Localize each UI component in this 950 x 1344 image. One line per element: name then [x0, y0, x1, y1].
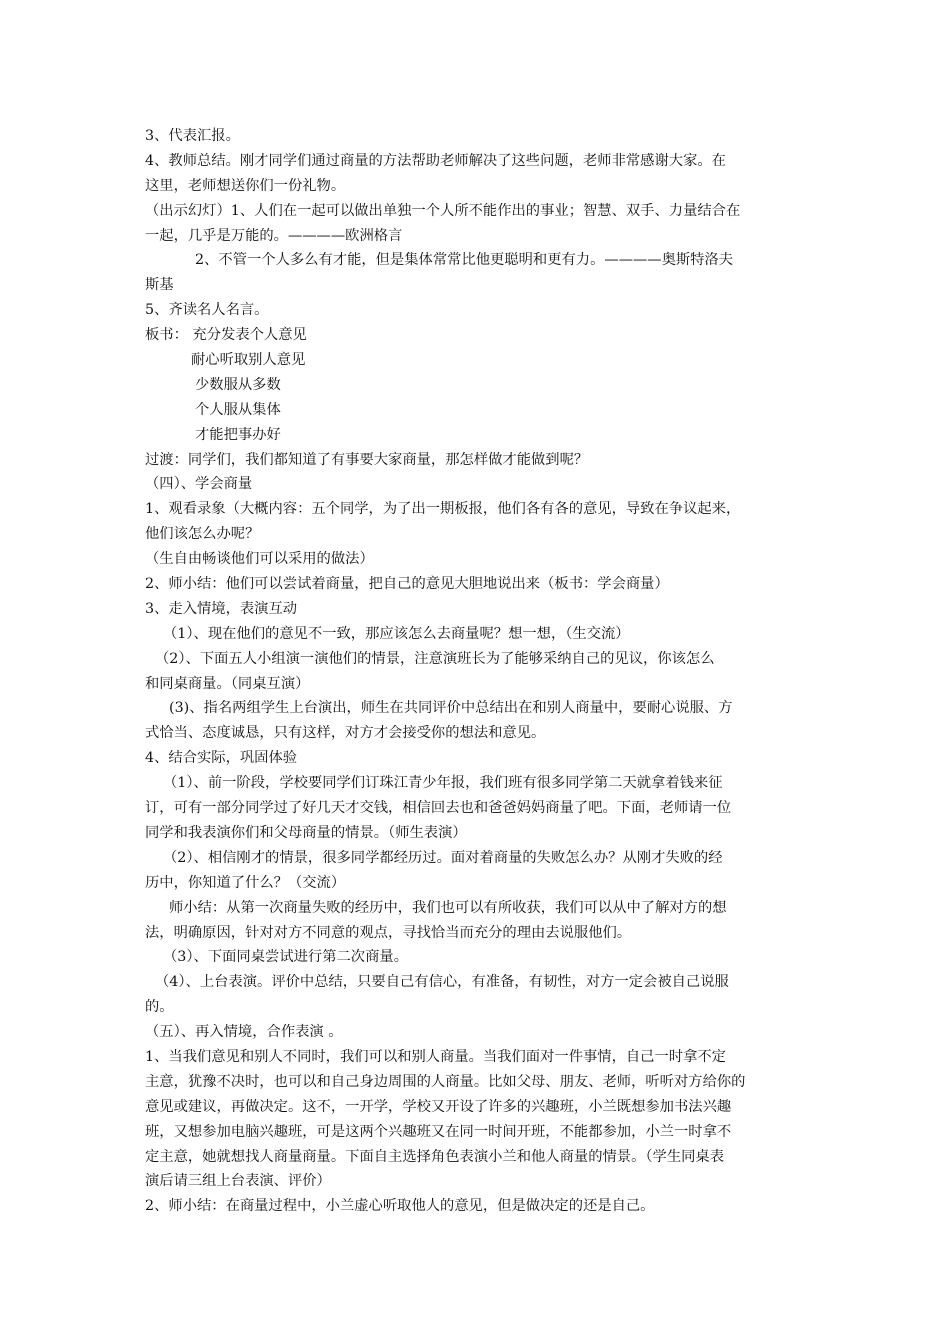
quote-line: 2、不管一个人多么有才能，但是集体常常比他更聪明和更有力。————奥斯特洛夫: [195, 252, 734, 269]
board-item: 耐心听取别人意见: [191, 352, 306, 369]
text-line: 主意，犹豫不决时，也可以和自己身边周围的人商量。比如父母、朋友、老师，听听对方给你的: [145, 1073, 746, 1090]
text-line: 这里，老师想送你们一份礼物。: [145, 177, 346, 194]
text-line: (3)、指名两组学生上台演出，师生在共同评价中总结出在和别人商量中，要耐心说服、方: [169, 700, 733, 717]
text-line: 1、当我们意见和别人不同时，我们可以和别人商量。当我们面对一件事情，自己一时拿不定: [145, 1048, 726, 1065]
text-line: 3、走入情境，表演互动: [145, 600, 298, 617]
board-item: 个人服从集体: [195, 401, 281, 418]
text-line: （出示幻灯）1、人们在一起可以做出单独一个人所不能作出的事业；智慧、双手、力量结合在: [145, 202, 741, 219]
text-line: 法，明确原因，针对对方不同意的观点，寻找恰当而充分的理由去说服他们。: [145, 924, 632, 941]
text-line: 2、师小结：在商量过程中，小兰虚心听取他人的意见，但是做决定的还是自己。: [145, 1198, 655, 1215]
board-item: 才能把事办好: [195, 426, 281, 443]
text-line: 一起，几乎是万能的。————欧洲格言: [145, 227, 403, 244]
board-title: 板书： 充分发表个人意见: [145, 327, 307, 344]
text-line: 4、教师总结。刚才同学们通过商量的方法帮助老师解决了这些问题，老师非常感谢大家。在: [145, 152, 726, 169]
text-line: 他们该怎么办呢？: [145, 526, 260, 543]
text-line: 5、齐读名人名言。: [145, 302, 269, 319]
text-line: （3）、下面同桌尝试进行第二次商量。: [163, 949, 408, 966]
text-line: 2、师小结：他们可以尝试着商量，把自己的意见大胆地说出来（板书：学会商量）: [145, 576, 669, 593]
text-line: （生自由畅谈他们可以采用的做法）: [145, 551, 374, 568]
text-line: （4）、上台表演。评价中总结，只要自己有信心，有准备，有韧性，对方一定会被自己说服: [155, 974, 729, 991]
document-page: [145, 124, 810, 1219]
text-line: 1、观看录象（大概内容：五个同学，为了出一期板报，他们各有各的意见，导致在争议起来，: [145, 501, 741, 518]
text-line: （2）、下面五人小组演一演他们的情景，注意演班长为了能够采纳自己的见议，你该怎么: [155, 650, 715, 667]
text-line: 过渡：同学们，我们都知道了有事要大家商量，那怎样做才能做到呢？: [145, 451, 589, 468]
text-line: 斯基: [145, 277, 174, 294]
text-line: 3、代表汇报。: [145, 128, 240, 144]
section-heading: （四）、学会商量: [145, 476, 253, 493]
text-line: 历中，你知道了什么？（交流）: [145, 874, 346, 891]
text-line: 的。: [145, 999, 174, 1016]
section-heading: （五）、再入情境，合作表演 。: [145, 1024, 343, 1041]
text-line: 同学和我表演你们和父母商量的情景。（师生表演）: [145, 824, 467, 841]
text-line: （1）、现在他们的意见不一致，那应该怎么去商量呢？想一想，（生交流）: [163, 625, 630, 642]
text-line: 4、结合实际，巩固体验: [145, 750, 298, 767]
text-line: 师小结：从第一次商量失败的经历中，我们也可以有所收获，我们可以从中了解对方的想: [169, 899, 727, 916]
text-line: 订，可有一部分同学过了好几天才交钱，相信回去也和爸爸妈妈商量了吧。下面，老师请一位: [145, 800, 732, 817]
text-line: 式恰当、态度诚恳，只有这样，对方才会接受你的想法和意见。: [145, 725, 546, 742]
text-line: 意见或建议，再做决定。这不，一开学，学校又开设了许多的兴趣班，小兰既想参加书法兴趣: [145, 1098, 732, 1115]
text-line: 班，又想参加电脑兴趣班，可是这两个兴趣班又在同一时间开班，不能都参加，小兰一时拿不: [145, 1123, 732, 1140]
text-line: （2）、相信刚才的情景，很多同学都经历过。面对着商量的失败怎么办？从刚才失败的经: [163, 849, 723, 866]
text-line: 和同桌商量。（同桌互演）: [145, 675, 310, 692]
text-line: （1）、前一阶段，学校要同学们订珠江青少年报，我们班有很多同学第二天就拿着钱来征: [163, 775, 723, 792]
text-line: 演后请三组上台表演、评价）: [145, 1173, 331, 1190]
board-item: 少数服从多数: [195, 376, 281, 393]
text-line: 定主意，她就想找人商量商量。下面自主选择角色表演小兰和他人商量的情景。（学生同桌表: [145, 1148, 725, 1165]
